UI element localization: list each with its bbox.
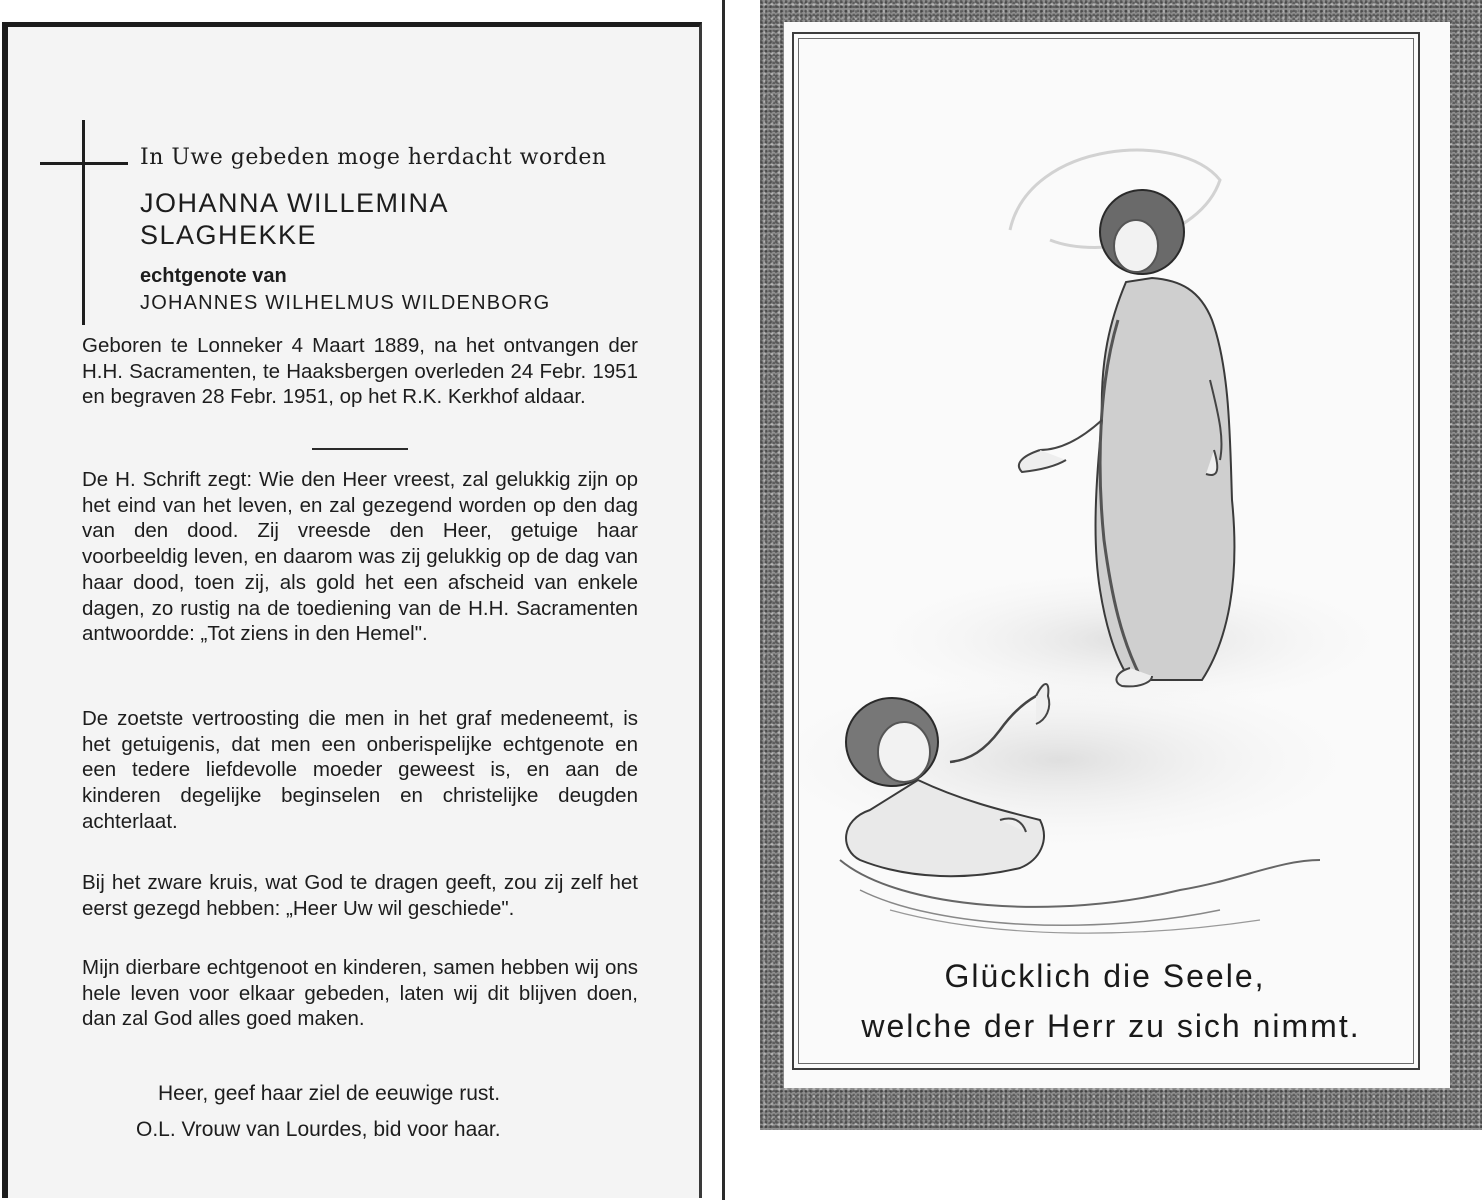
caption-line2: welche der Herr zu sich nimmt. [861,1008,1361,1044]
cross-icon-horizontal [40,162,128,165]
page-gutter [702,0,760,1200]
intro-line: In Uwe gebeden moge herdacht worden [140,145,607,170]
cross-paragraph: Bij het zware kruis, wat God te dragen geeft, zou zij zelf het eerst gezegd hebben: „Heer Uw wil geschiede". [82,871,638,920]
scripture-paragraph: De H. Schrift zegt: Wie den Heer vreest, zal gelukkig zijn op het eind van het leven, en zal gezegend worden op den dag van den dood. Zij vreesde den Heer, getuige haar voorbeeldig leven, en daarom was zij gelukkig op de dag van haar dood, toen zij, als gold het een afscheid van enkele dagen, zo rustig na de toediening van de H.H. Sacramenten antwoordde: „Tot ziens in den Hemel". [82,468,638,646]
section-divider [312,448,408,450]
cross-icon-vertical [82,120,85,325]
deceased-name-line1: JOHANNA WILLEMINA [140,188,450,218]
comfort-paragraph: De zoetste vertroosting die men in het graf medeneemt, is het getuigenis, dat men een onberispelijke echtgenote en een tedere liefdevolle moeder geweest is, en aan de kinderen degelijke beginselen en christelijke deugden achterlaat. [82,707,638,833]
prayer-paragraph: Mijn dierbare echtgenoot en kinderen, samen hebben wij ons hele leven voor elkaar gebeden, laten wij dit blijven doen, dan zal God alles goed maken. [82,956,638,1031]
gutter-divider [722,0,725,1200]
caption-line1: Glücklich die Seele, [944,958,1266,994]
closing-prayer-line1: Heer, geef haar ziel de eeuwige rust. [158,1082,501,1105]
birth-death-paragraph: Geboren te Lonneker 4 Maart 1889, na het ontvangen der H.H. Sacramenten, te Haaksbergen overleden 24 Febr. 1951 en begraven 28 Febr. 1951, op het R.K. Kerkhof aldaar. [82,334,638,409]
angel-and-soul-illustration [800,120,1400,940]
closing-prayer-line2: O.L. Vrouw van Lourdes, bid voor haar. [136,1118,501,1141]
deceased-name-line2: SLAGHEKKE [140,220,318,250]
spouse-name: JOHANNES WILHELMUS WILDENBORG [140,292,551,314]
spouse-label: echtgenote van [140,265,287,287]
